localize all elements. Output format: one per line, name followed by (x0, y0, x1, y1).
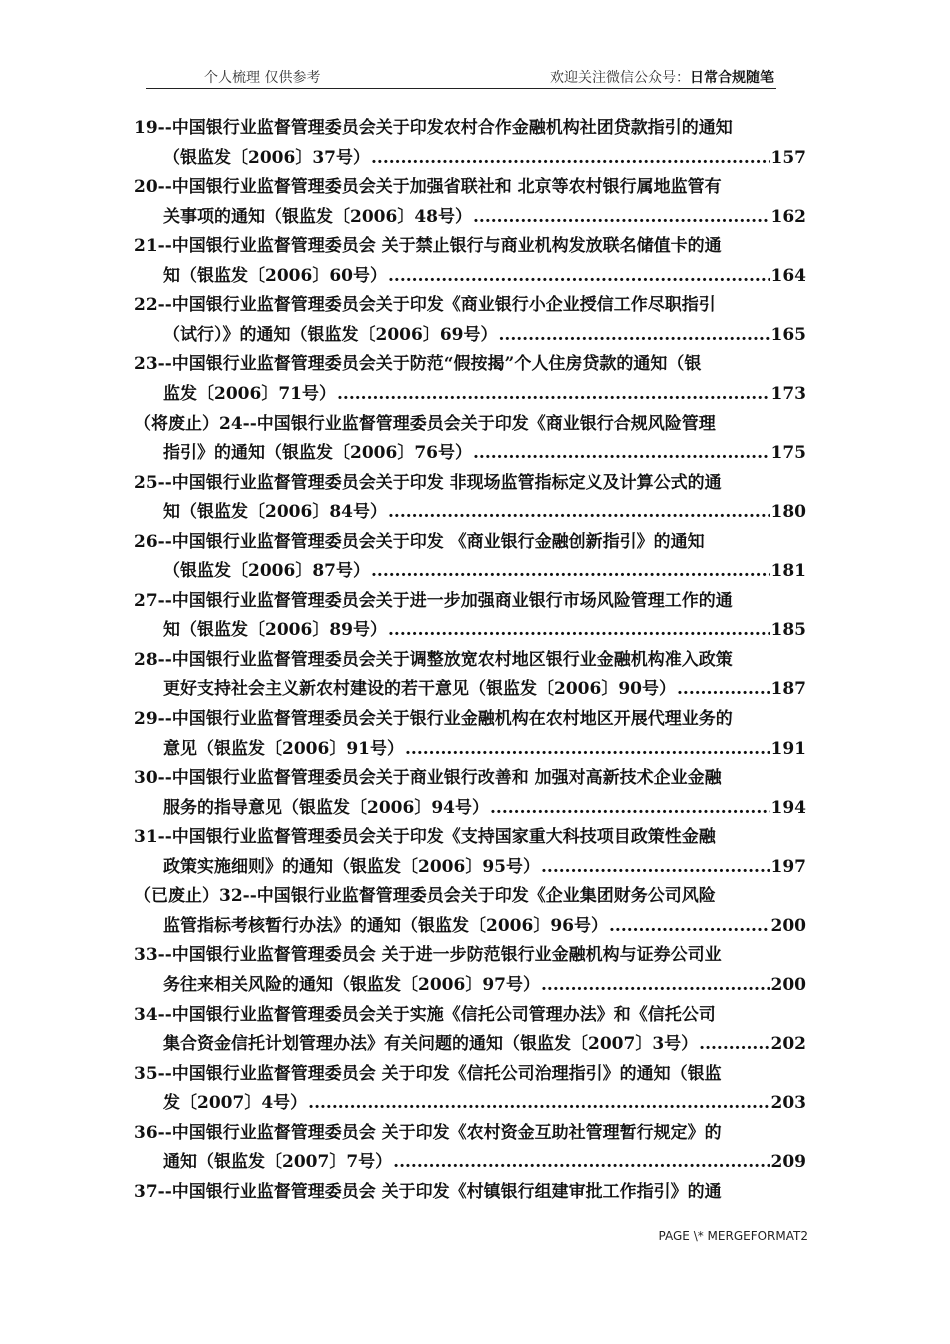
toc-page-number: 187 (770, 679, 806, 700)
toc-entry-doc-number: 通知（银监发〔2007〕7号） (163, 1152, 393, 1173)
header-left-note: 个人梳理 仅供参考 (204, 70, 321, 86)
toc-entry-title: （将废止）24--中国银行业监督管理委员会关于印发《商业银行合规风险管理 (134, 413, 716, 434)
toc-entry-title: 22--中国银行业监督管理委员会关于印发《商业银行小企业授信工作尽职指引 (134, 295, 716, 316)
toc-entry-continuation (163, 1090, 806, 1116)
toc-entry-continuation (163, 499, 806, 525)
toc-entry-title: 28--中国银行业监督管理委员会关于调整放宽农村地区银行业金融机构准入政策 (134, 649, 733, 670)
dot-leader (473, 204, 770, 230)
toc-entry-title: 29--中国银行业监督管理委员会关于银行业金融机构在农村地区开展代理业务的 (134, 709, 733, 729)
toc-entry-title: 30--中国银行业监督管理委员会关于商业银行改善和 加强对高新技术企业金融 (134, 768, 722, 789)
toc-entry-doc-number: 知（银监发〔2006〕84号） (163, 502, 387, 523)
toc-entry-doc-number: 知（银监发〔2006〕89号） (163, 620, 387, 641)
toc-page-number: 173 (770, 383, 806, 404)
toc-entry-title: 31--中国银行业监督管理委员会关于印发《支持国家重大科技项目政策性金融 (134, 827, 716, 848)
dot-leader (393, 1149, 769, 1175)
toc-entry-doc-number: 关事项的通知（银监发〔2006〕48号） (163, 206, 472, 227)
toc-entry-title: 36--中国银行业监督管理委员会 关于印发《农村资金互助社管理暂行规定》的 (134, 1122, 722, 1143)
toc-page-number: 202 (770, 1034, 806, 1055)
dot-leader (388, 263, 770, 289)
toc-page-number: 180 (770, 502, 806, 523)
toc-entry-doc-number: 指引》的通知（银监发〔2006〕76号） (163, 443, 472, 464)
toc-entry-continuation (163, 676, 806, 702)
toc-entry-title: 26--中国银行业监督管理委员会关于印发 《商业银行金融创新指引》的通知 (134, 531, 705, 552)
toc-page-number: 200 (770, 974, 806, 995)
dot-leader (405, 736, 770, 762)
dot-leader (677, 676, 770, 702)
toc-entry-title: 21--中国银行业监督管理委员会 关于禁止银行与商业机构发放联名储值卡的通 (134, 236, 722, 257)
toc-entry-doc-number: （银监发〔2006〕37号） (163, 147, 370, 168)
toc-entry-title: 37--中国银行业监督管理委员会 关于印发《村镇银行组建审批工作指引》的通 (134, 1181, 722, 1202)
dot-leader (541, 972, 770, 998)
toc-entry-title: 34--中国银行业监督管理委员会关于实施《信托公司管理办法》和《信托公司 (134, 1004, 716, 1025)
toc-page-number: 191 (770, 738, 806, 759)
dot-leader (473, 440, 770, 466)
toc-entry-title: 20--中国银行业监督管理委员会关于加强省联社和 北京等农村银行属地监管有 (134, 177, 722, 198)
toc-entry-continuation (163, 1031, 806, 1057)
toc-entry-continuation (163, 617, 806, 643)
toc-entry-title: 25--中国银行业监督管理委员会关于印发 非现场监管指标定义及计算公式的通 (134, 472, 722, 493)
dot-leader (490, 795, 770, 821)
toc-entry-doc-number: （银监发〔2006〕87号） (163, 561, 370, 582)
toc-entry-title: 27--中国银行业监督管理委员会关于进一步加强商业银行市场风险管理工作的通 (134, 590, 733, 611)
toc-entry-continuation (163, 440, 806, 466)
toc-entry-doc-number: 更好支持社会主义新农村建设的若干意见（银监发〔2006〕90号） (163, 679, 676, 700)
header-divider (146, 88, 776, 89)
toc-entry-continuation (163, 972, 806, 998)
toc-entry-title: 33--中国银行业监督管理委员会 关于进一步防范银行业金融机构与证券公司业 (134, 945, 722, 966)
toc-entry-continuation (163, 736, 806, 762)
dot-leader (337, 381, 770, 407)
toc-entry-doc-number: 政策实施细则》的通知（银监发〔2006〕95号） (163, 856, 540, 877)
toc-entry-doc-number: 意见（银监发〔2006〕91号） (163, 738, 404, 759)
toc-entry-doc-number: 集合资金信托计划管理办法》有关问题的通知（银监发〔2007〕3号） (163, 1034, 699, 1055)
toc-entry-doc-number: 知（银监发〔2006〕60号） (163, 265, 387, 286)
toc-entry-doc-number: 服务的指导意见（银监发〔2006〕94号） (163, 797, 489, 818)
toc-entry-doc-number: 务往来相关风险的通知（银监发〔2006〕97号） (163, 974, 540, 995)
dot-leader (371, 145, 770, 171)
dot-leader (498, 322, 769, 348)
toc-entry-continuation (163, 322, 806, 348)
header-wechat-label: 欢迎关注微信公众号： (550, 70, 690, 86)
toc-entry-continuation (163, 854, 806, 880)
toc-entry-continuation (163, 204, 806, 230)
toc-page-number: 165 (770, 324, 806, 345)
dot-leader (308, 1090, 769, 1116)
page-header (146, 63, 776, 87)
dot-leader (388, 617, 770, 643)
toc-entry-doc-number: 发〔2007〕4号） (163, 1093, 308, 1114)
toc-page-number: 164 (770, 265, 806, 286)
toc-entry-continuation (163, 381, 806, 407)
toc-page-number: 197 (770, 856, 806, 877)
dot-leader (371, 558, 770, 584)
page-footer: PAGE \* MERGEFORMAT2 (658, 1229, 808, 1243)
header-account-name: 日常合规随笔 (690, 70, 774, 86)
toc-page-number: 194 (770, 797, 806, 818)
dot-leader (609, 913, 770, 939)
toc-entry-continuation (163, 1149, 806, 1175)
toc-entry-doc-number: （试行）》的通知（银监发〔2006〕69号） (163, 324, 498, 345)
toc-entry-continuation (163, 913, 806, 939)
toc-page-number: 175 (770, 443, 806, 464)
toc-page-number: 162 (770, 206, 806, 227)
dot-leader (388, 499, 770, 525)
toc-page-number: 157 (770, 147, 806, 168)
toc-entry-title: （已废止）32--中国银行业监督管理委员会关于印发《企业集团财务公司风险 (134, 886, 716, 907)
dot-leader (541, 854, 770, 880)
header-right-note (550, 67, 774, 87)
toc-page-number: 209 (770, 1152, 806, 1173)
toc-page-number: 181 (770, 561, 806, 582)
toc-page-number: 203 (770, 1093, 806, 1114)
toc-entry-title: 19--中国银行业监督管理委员会关于印发农村合作金融机构社团贷款指引的通知 (134, 118, 733, 138)
toc-entry-continuation (163, 795, 806, 821)
toc-page-number: 185 (770, 620, 806, 641)
toc-page-number: 200 (770, 915, 806, 936)
toc-entry-doc-number: 监管指标考核暂行办法》的通知（银监发〔2006〕96号） (163, 915, 608, 936)
toc-entry-continuation (163, 558, 806, 584)
toc-entry-continuation (163, 145, 806, 171)
toc-entry-title: 35--中国银行业监督管理委员会 关于印发《信托公司治理指引》的通知（银监 (134, 1063, 722, 1084)
toc-entry-title: 23--中国银行业监督管理委员会关于防范“假按揭”个人住房贷款的通知（银 (134, 354, 702, 375)
toc-entry-continuation (163, 263, 806, 289)
toc-entry-doc-number: 监发〔2006〕71号） (163, 383, 336, 404)
dot-leader (699, 1031, 769, 1057)
